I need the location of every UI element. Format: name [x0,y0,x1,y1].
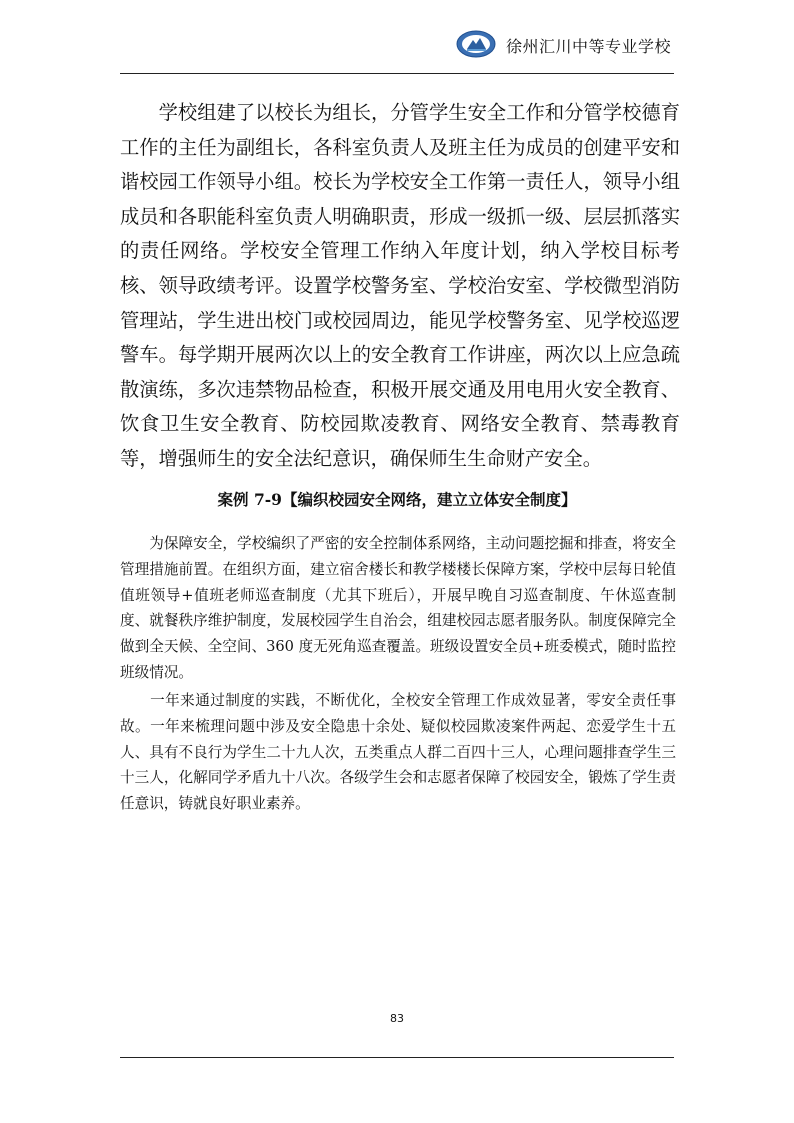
case-paragraph-1: 为保障安全，学校编织了严密的安全控制体系网络，主动问题挖掘和排查，将安全管理措施前置。在组织方面，建立宿舍楼长和教学楼楼长保障方案，学校中层每日轮值值班领导+值班老师巡查制度（尤其下班后），开展早晚自习巡查制度、午休巡查制度、就餐秩序维护制度，发展校园学生自治会，组建校园志愿者服务队。制度保障完全做到全天候、全空间、360 度无死角巡查覆盖。班级设置安全员+班委模式，随时监控班级情况。 [120,535,676,681]
page-header [120,24,674,74]
case-paragraph-2: 一年来通过制度的实践，不断优化，全校安全管理工作成效显著，零安全责任事故。一年来梳理问题中涉及安全隐患十余处、疑似校园欺凌案件两起、恋爱学生十五人、具有不良行为学生二十九人次，五类重点人群二百四十三人，心理问题排查学生三十三人，化解同学矛盾九十八次。各级学生会和志愿者保障了校园安全，锻炼了学生责任意识，铸就良好职业素养。 [120,692,676,813]
header-rule [120,73,674,74]
case-title: 案例 7-9【编织校园安全网络，建立立体安全制度】 [217,490,577,509]
page-number: 83 [390,1012,404,1025]
school-logo-icon [456,30,496,58]
school-name: 徐州汇川中等专业学校 [506,37,672,56]
body-paragraph: 学校组建了以校长为组长，分管学生安全工作和分管学校德育工作的主任为副组长，各科室负责人及班主任为成员的创建平安和谐校园工作领导小组。校长为学校安全工作第一责任人，领导小组成员和各职能科室负责人明确职责，形成一级抓一级、层层抓落实的责任网络。学校安全管理工作纳入年度计划，纳入学校目标考核、领导政绩考评。设置学校警务室、学校治安室、学校微型消防管理站，学生进出校门或校园周边，能见学校警务室、见学校巡逻警车。每学期开展两次以上的安全教育工作讲座，两次以上应急疏散演练，多次违禁物品检查，积极开展交通及用电用火安全教育、饮食卫生安全教育、防校园欺凌教育、网络安全教育、禁毒教育等，增强师生的安全法纪意识，确保师生生命财产安全。 [120,101,680,470]
footer-rule [120,1057,674,1058]
